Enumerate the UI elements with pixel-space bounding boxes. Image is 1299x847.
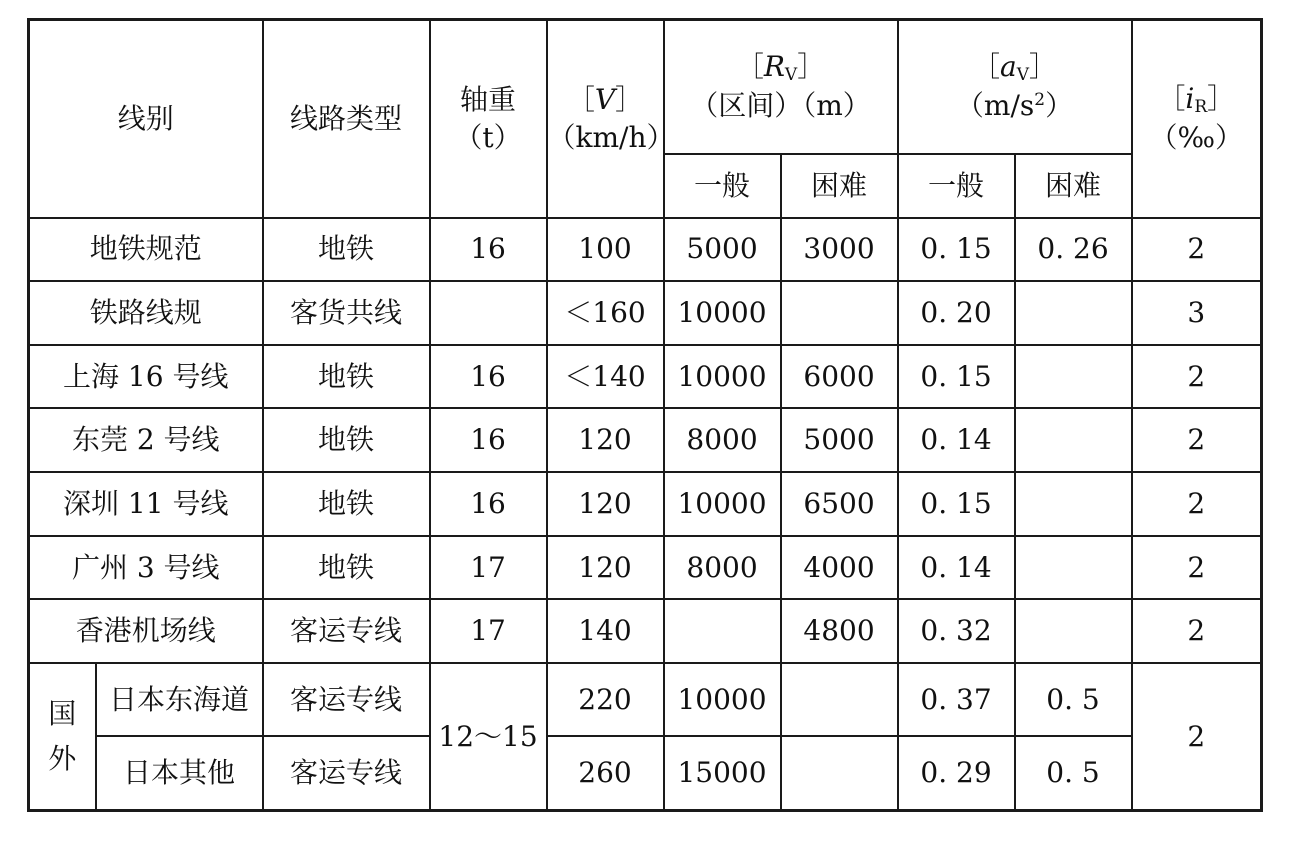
cell-line: 日本其他 (96, 736, 263, 810)
header-speed-symbol: ［V］ (566, 82, 644, 116)
cell-rv-general: 8000 (664, 536, 781, 600)
cell-av-general: 0. 20 (898, 281, 1015, 345)
header-rv-difficult: 困难 (781, 154, 898, 218)
cell-rv-difficult: 4800 (781, 599, 898, 663)
cell-gradient: 2 (1132, 599, 1262, 663)
cell-av-difficult: 0. 5 (1015, 663, 1132, 736)
cell-axle (430, 281, 547, 345)
cell-line: 地铁规范 (29, 218, 263, 282)
cell-gradient: 2 (1132, 408, 1262, 472)
cell-speed: ＜140 (547, 345, 664, 409)
cell-rv-general: 15000 (664, 736, 781, 810)
cell-av-difficult (1015, 345, 1132, 409)
cell-av-general: 0. 15 (898, 472, 1015, 536)
cell-line: 香港机场线 (29, 599, 263, 663)
header-vertical-accel (898, 20, 1132, 154)
cell-rv-difficult: 3000 (781, 218, 898, 282)
table-row (29, 536, 1262, 600)
cell-type: 地铁 (263, 218, 430, 282)
table-row (29, 599, 1262, 663)
cell-rv-general: 10000 (664, 472, 781, 536)
cell-type: 客货共线 (263, 281, 430, 345)
cell-rv-general: 10000 (664, 345, 781, 409)
cell-line: 日本东海道 (96, 663, 263, 736)
cell-gradient: 3 (1132, 281, 1262, 345)
cell-av-general: 0. 14 (898, 536, 1015, 600)
table-row (29, 218, 1262, 282)
cell-axle: 16 (430, 472, 547, 536)
cell-gradient: 2 (1132, 345, 1262, 409)
table-row (29, 736, 1262, 810)
table-row (29, 663, 1262, 736)
table-row (29, 408, 1262, 472)
cell-axle-foreign: 12～15 (430, 663, 547, 810)
table-row (29, 281, 1262, 345)
header-axle-load (430, 20, 547, 218)
cell-axle: 16 (430, 218, 547, 282)
cell-line: 深圳 11 号线 (29, 472, 263, 536)
cell-rv-difficult: 6500 (781, 472, 898, 536)
cell-speed: 100 (547, 218, 664, 282)
cell-speed: 120 (547, 536, 664, 600)
cell-rv-difficult: 5000 (781, 408, 898, 472)
cell-rv-difficult (781, 736, 898, 810)
cell-axle: 16 (430, 345, 547, 409)
cell-av-general: 0. 15 (898, 345, 1015, 409)
cell-speed: 220 (547, 663, 664, 736)
header-rv-unit: （区间）（m） (690, 89, 871, 123)
cell-type: 客运专线 (263, 736, 430, 810)
cell-type: 地铁 (263, 472, 430, 536)
header-line: 线别 (29, 20, 263, 218)
foreign-group-char-2: 外 (48, 741, 77, 775)
table-row (29, 472, 1262, 536)
cell-gradient: 2 (1132, 536, 1262, 600)
cell-av-general: 0. 37 (898, 663, 1015, 736)
cell-rv-general: 10000 (664, 281, 781, 345)
cell-axle: 16 (430, 408, 547, 472)
cell-type: 地铁 (263, 536, 430, 600)
header-av-unit: $(m/s^2)$ (955, 89, 1074, 123)
cell-av-difficult (1015, 599, 1132, 663)
header-rv-general: 一般 (664, 154, 781, 218)
cell-type: 客运专线 (263, 599, 430, 663)
cell-speed: 120 (547, 472, 664, 536)
cell-av-difficult: 0. 26 (1015, 218, 1132, 282)
cell-gradient: 2 (1132, 472, 1262, 536)
cell-speed: 140 (547, 599, 664, 663)
header-rv-symbol: $[R_V]$ (735, 50, 826, 86)
cell-av-general: 0. 14 (898, 408, 1015, 472)
cell-rv-general: 5000 (664, 218, 781, 282)
cell-speed: 120 (547, 408, 664, 472)
cell-axle: 17 (430, 536, 547, 600)
header-ir-unit: （‰） (1149, 121, 1244, 155)
cell-gradient: 2 (1132, 218, 1262, 282)
header-av-symbol: $[a_V]$ (972, 50, 1058, 86)
header-ir-symbol: $[i_R]$ (1157, 82, 1236, 118)
foreign-group-char-1: 国 (48, 696, 77, 730)
cell-av-difficult (1015, 536, 1132, 600)
cell-type: 地铁 (263, 345, 430, 409)
cell-av-general: 0. 29 (898, 736, 1015, 810)
header-gradient (1132, 20, 1262, 218)
table-row (29, 345, 1262, 409)
cell-line: 上海 16 号线 (29, 345, 263, 409)
cell-type: 客运专线 (263, 663, 430, 736)
cell-av-general: 0. 15 (898, 218, 1015, 282)
cell-rv-difficult (781, 663, 898, 736)
header-axle-label: 轴重 (460, 82, 517, 116)
header-vertical-radius (664, 20, 898, 154)
cell-rv-general: 10000 (664, 663, 781, 736)
cell-axle: 17 (430, 599, 547, 663)
cell-av-difficult (1015, 281, 1132, 345)
cell-av-difficult (1015, 472, 1132, 536)
cell-av-difficult: 0. 5 (1015, 736, 1132, 810)
cell-speed: ＜160 (547, 281, 664, 345)
cell-line: 广州 3 号线 (29, 536, 263, 600)
cell-type: 地铁 (263, 408, 430, 472)
cell-av-general: 0. 32 (898, 599, 1015, 663)
cell-rv-difficult: 6000 (781, 345, 898, 409)
header-av-difficult: 困难 (1015, 154, 1132, 218)
cell-rv-general: 8000 (664, 408, 781, 472)
cell-av-difficult (1015, 408, 1132, 472)
cell-line: 东莞 2 号线 (29, 408, 263, 472)
cell-speed: 260 (547, 736, 664, 810)
cell-rv-difficult: 4000 (781, 536, 898, 600)
cell-rv-difficult (781, 281, 898, 345)
standards-table (27, 18, 1263, 812)
cell-gradient-foreign: 2 (1132, 663, 1262, 810)
cell-line: 铁路线规 (29, 281, 263, 345)
header-axle-unit: （t） (454, 120, 522, 154)
header-speed-unit: （km/h） (547, 120, 675, 154)
foreign-group-label (29, 663, 96, 810)
cell-rv-general (664, 599, 781, 663)
header-speed (547, 20, 675, 218)
header-row-1 (29, 20, 1262, 154)
header-av-general: 一般 (898, 154, 1015, 218)
header-line-type: 线路类型 (263, 20, 430, 218)
